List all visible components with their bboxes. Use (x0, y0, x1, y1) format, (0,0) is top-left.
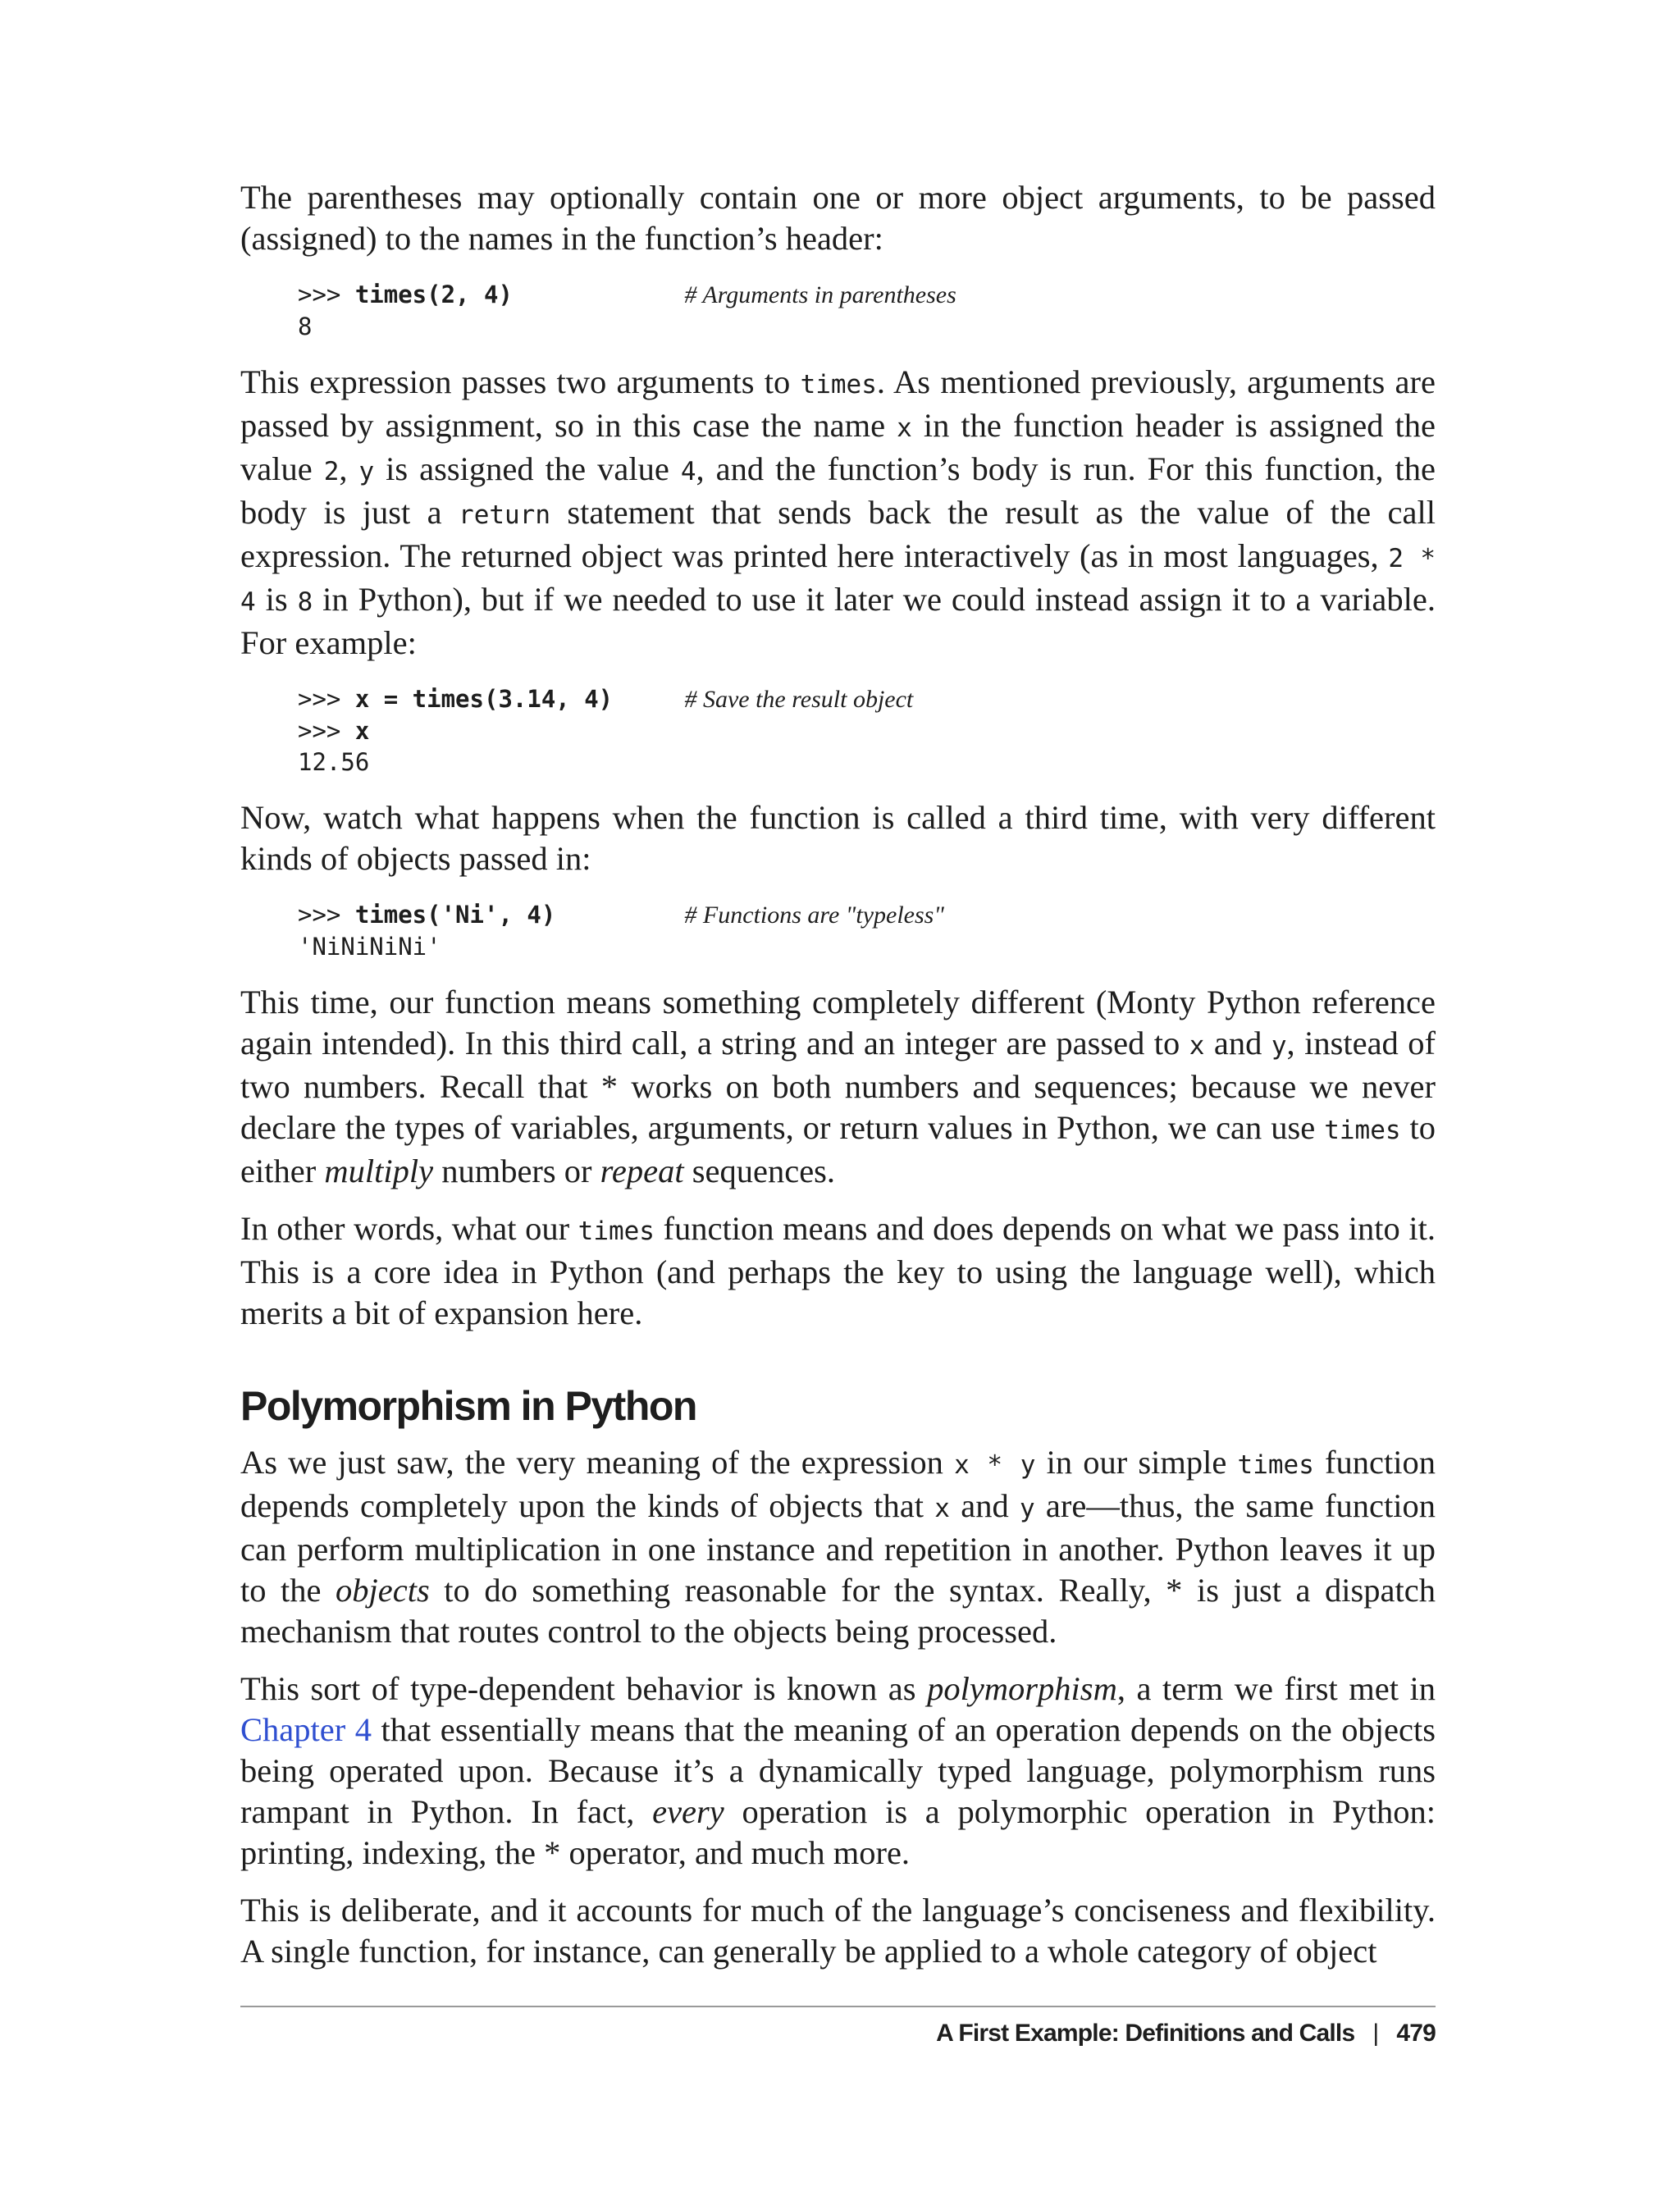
paragraph-expression-explained (240, 362, 1436, 664)
emphasis: repeat (600, 1153, 684, 1189)
paragraph-arguments-intro (240, 177, 1436, 259)
inline-code: times (1237, 1450, 1314, 1480)
code-output: 12.56 (298, 748, 370, 776)
paragraph-polymorphism-defined (240, 1669, 1436, 1874)
text-run: that essentially means that the meaning of an operation depends on the objects being operated upon. Because it’s a dynamically typed language, polymorphism runs rampant in Python. In fact, (240, 1711, 1436, 1830)
inline-code: x (934, 1494, 950, 1523)
page-footer (240, 2020, 1436, 2048)
text-run: numbers or (433, 1153, 600, 1189)
text-run: , (339, 450, 359, 487)
page-content (240, 177, 1436, 1972)
code-padding (555, 901, 684, 929)
text-run: , and the function’s body is run. For this function, the body is just a (240, 450, 1436, 531)
text-run: This expression passes two arguments to (240, 363, 801, 400)
inline-code: x * y (954, 1450, 1036, 1480)
code-padding (513, 281, 685, 308)
emphasis: multiply (324, 1153, 434, 1189)
code-comment: # Functions are "typeless" (684, 902, 944, 929)
code-comment: # Arguments in parentheses (684, 281, 956, 308)
inline-code: times (578, 1217, 655, 1246)
text-run: to either (240, 1109, 1436, 1189)
inline-code: return (459, 500, 551, 530)
text-run: in Python), but if we needed to use it later we could instead assign it to a variable. For example: (240, 581, 1436, 661)
code-command: x (354, 717, 370, 745)
inline-code: 2 (323, 457, 340, 486)
inline-code: x (1189, 1031, 1205, 1061)
inline-code: y (1019, 1494, 1035, 1523)
code-command: times(2, 4) (354, 281, 513, 308)
code-prompt: >>> (298, 717, 355, 745)
text-run: statement that sends back the result as the value of the call expression. The returned object was printed here interactively (as in most languages, (240, 494, 1436, 574)
paragraph-third-call-intro (240, 797, 1436, 879)
running-head: A First Example: Definitions and Calls (936, 2020, 1355, 2047)
chapter-4-link[interactable]: Chapter 4 (240, 1711, 372, 1748)
paragraph-text: This is deliberate, and it accounts for much of the language’s conciseness and flexibility. A single function, for instance, can generally be applied to a whole category of object (240, 1892, 1436, 1970)
code-block-times-2-4 (298, 279, 1436, 342)
text-run: function depends completely upon the kinds of objects that (240, 1444, 1436, 1524)
code-prompt: >>> (298, 901, 355, 929)
inline-code: 2 * 4 (240, 544, 1436, 617)
text-run: in the function header is assigned the value (240, 407, 1436, 487)
text-run: and (949, 1487, 1020, 1524)
code-padding (613, 685, 684, 713)
text-run: This sort of type-dependent behavior is known as (240, 1670, 928, 1707)
code-block-save-result (298, 683, 1436, 778)
text-run: This time, our function means something completely different (Monty Python reference again intended). In this third call, a string and an integer are passed to (240, 984, 1436, 1061)
code-block-times-ni (298, 899, 1436, 962)
text-run: As we just saw, the very meaning of the expression (240, 1444, 955, 1481)
inline-code: y (1271, 1031, 1287, 1061)
text-run: is (255, 581, 298, 618)
text-run: operation is a polymorphic operation in Python: printing, indexing, the * operator, and much more. (240, 1793, 1436, 1871)
footer-rule (240, 2006, 1436, 2007)
section-heading-polymorphism: Polymorphism in Python (240, 1383, 696, 1429)
text-run: in our simple (1035, 1444, 1238, 1481)
emphasis: polymorphism (927, 1670, 1117, 1707)
text-run: , instead of two numbers. Recall that * works on both numbers and sequences; because we never declare the types of variables, arguments, or return values in Python, we can use (240, 1025, 1436, 1146)
text-run: is assigned the value (374, 450, 681, 487)
paragraph-deliberate (240, 1890, 1436, 1972)
text-run: and (1204, 1025, 1271, 1061)
text-run: to do something reasonable for the syntax. Really, * is just a dispatch mechanism that routes control to the objects being processed. (240, 1572, 1436, 1650)
code-prompt: >>> (298, 281, 355, 308)
footer-separator: | (1372, 2020, 1379, 2047)
paragraph-core-idea (240, 1208, 1436, 1334)
text-run: In other words, what our (240, 1210, 578, 1247)
emphasis: objects (336, 1572, 430, 1609)
inline-code: times (800, 370, 877, 399)
text-run: are—thus, the same function can perform multiplication in one instance and repetition in another. Python leaves it up to the (240, 1487, 1436, 1609)
code-output: 8 (298, 313, 313, 340)
paragraph-text: Now, watch what happens when the function is called a third time, with very different kinds of objects passed in: (240, 799, 1436, 877)
text-run: function means and does depends on what we pass into it. This is a core idea in Python (and perhaps the key to using the language well), which merits a bit of expansion here. (240, 1210, 1436, 1331)
inline-code: x (897, 413, 912, 443)
emphasis: every (652, 1793, 724, 1830)
code-output: 'NiNiNiNi' (298, 933, 441, 961)
code-prompt: >>> (298, 685, 355, 713)
code-comment: # Save the result object (684, 686, 914, 713)
inline-code: 4 (680, 457, 696, 486)
code-command: times('Ni', 4) (354, 901, 556, 929)
paragraph-text: The parentheses may optionally contain one or more object arguments, to be passed (assigned) to the names in the function’s header: (240, 179, 1436, 257)
code-command: x = times(3.14, 4) (354, 685, 614, 713)
text-run: , a term we first met in (1116, 1670, 1436, 1707)
paragraph-meaning-of-expression (240, 1442, 1436, 1652)
inline-code: times (1324, 1116, 1401, 1145)
text-run: sequences. (683, 1153, 836, 1189)
page-number: 479 (1396, 2020, 1436, 2047)
inline-code: 8 (297, 587, 313, 617)
text-run: . As mentioned previously, arguments are passed by assignment, so in this case the name (240, 363, 1436, 444)
paragraph-third-call-explained (240, 982, 1436, 1192)
inline-code: y (358, 457, 375, 486)
